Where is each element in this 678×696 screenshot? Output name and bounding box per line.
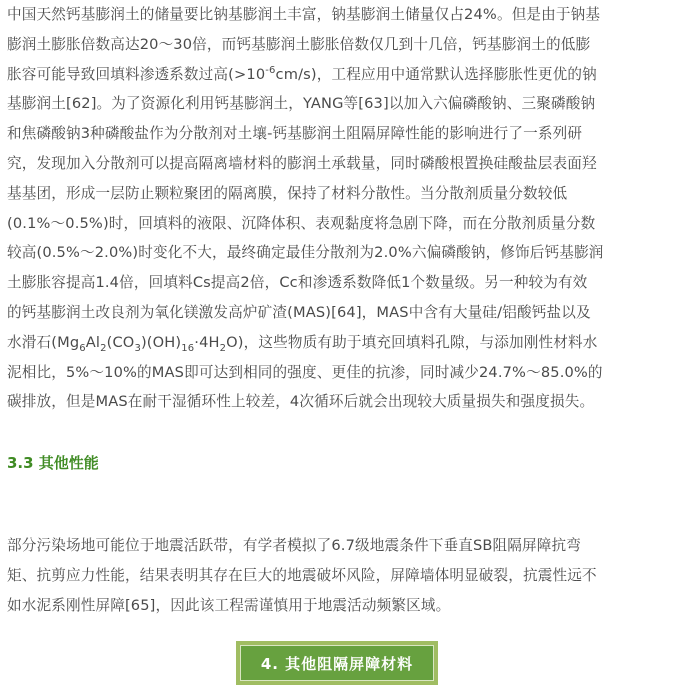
subscript: 2 bbox=[100, 342, 107, 354]
text-line: 基膨润土[62]。为了资源化利用钙基膨润土，YANG等[63]以加入六偏磷酸钠、三聚磷酸钠 bbox=[7, 95, 596, 113]
text-line: 如水泥系刚性屏障[65]，因此该工程需谨慎用于地震活动频繁区域。 bbox=[7, 596, 451, 614]
text-segment: (CO bbox=[106, 333, 135, 351]
text-segment: ·4H bbox=[194, 333, 220, 351]
text-line: (0.1%～0.5%)时，回填料的液限、沉降体积、表观黏度将急剧下降，而在分散剂质量分数 bbox=[7, 214, 596, 232]
text-line: 膨润土膨胀倍数高达20～30倍，而钙基膨润土膨胀倍数仅几到十几倍，钙基膨润土的低膨 bbox=[7, 35, 591, 53]
subscript: 2 bbox=[219, 342, 227, 354]
subscript: 6 bbox=[79, 342, 86, 354]
text-line: 泥相比，5%～10%的MAS即可达到相同的强度、更佳的抗渗，同时减少24.7%～85.0%的 bbox=[7, 363, 603, 381]
section-heading: 3.3 其他性能 bbox=[7, 454, 99, 472]
text-segment: )(OH) bbox=[140, 333, 182, 351]
paragraph-bentonite bbox=[7, 0, 673, 417]
section-title-label: 4. 其他阻隔屏障材料 bbox=[240, 645, 434, 681]
text-line: 中国天然钙基膨润土的储量要比钠基膨润土丰富，钠基膨润土储量仅占24%。但是由于钠基 bbox=[7, 6, 601, 23]
text-line bbox=[7, 328, 673, 358]
text-line: 土膨胀容提高1.4倍，回填料Cs提高2倍，Cc和渗透系数降低1个数量级。另一种较为有效 bbox=[7, 274, 588, 292]
subscript: 3 bbox=[134, 342, 141, 354]
section-title-badge bbox=[236, 641, 438, 685]
text-segment: 胀容可能导致回填料渗透系数过高(>10 bbox=[7, 65, 266, 83]
text-line: 和焦磷酸钠3种磷酸盐作为分散剂对土壤-钙基膨润土阻隔屏障性能的影响进行了一系列研 bbox=[7, 125, 583, 143]
text-line: 部分污染场地可能位于地震活跃带，有学者模拟了6.7级地震条件下垂直SB阻隔屏障抗弯 bbox=[7, 537, 582, 554]
text-line: 究，发现加入分散剂可以提高隔离墙材料的膨润土承载量，同时磷酸根置换硅酸盐层表面羟 bbox=[7, 154, 597, 172]
text-line: 矩、抗剪应力性能，结果表明其存在巨大的地震破坏风险，屏障墙体明显破裂，抗震性远不 bbox=[7, 566, 597, 584]
text-segment: Al bbox=[85, 333, 101, 351]
text-segment: cm/s)，工程应用中通常默认选择膨胀性更优的钠 bbox=[275, 65, 597, 83]
superscript: -6 bbox=[265, 64, 276, 76]
text-line: 基基团，形成一层防止颗粒聚团的隔离膜，保持了材料分散性。当分散剂质量分数较低 bbox=[7, 184, 568, 202]
text-line bbox=[7, 60, 673, 90]
text-line: 较高(0.5%～2.0%)时变化不大，最终确定最佳分散剂为2.0%六偏磷酸钠，修饰后钙基膨润 bbox=[7, 244, 604, 262]
text-segment: 水滑石(Mg bbox=[7, 333, 80, 351]
subscript: 16 bbox=[181, 342, 195, 354]
paragraph-seismic bbox=[7, 531, 673, 620]
text-line: 的钙基膨润土改良剂为氧化镁激发高炉矿渣(MAS)[64]，MAS中含有大量硅/铝酸钙盐以及 bbox=[7, 303, 591, 321]
text-segment: O)，这些物质有助于填充回填料孔隙，与添加刚性材料水 bbox=[226, 333, 598, 351]
text-line: 碳排放，但是MAS在耐干湿循环性上较差，4次循环后就会出现较大质量损失和强度损失。 bbox=[7, 393, 595, 411]
